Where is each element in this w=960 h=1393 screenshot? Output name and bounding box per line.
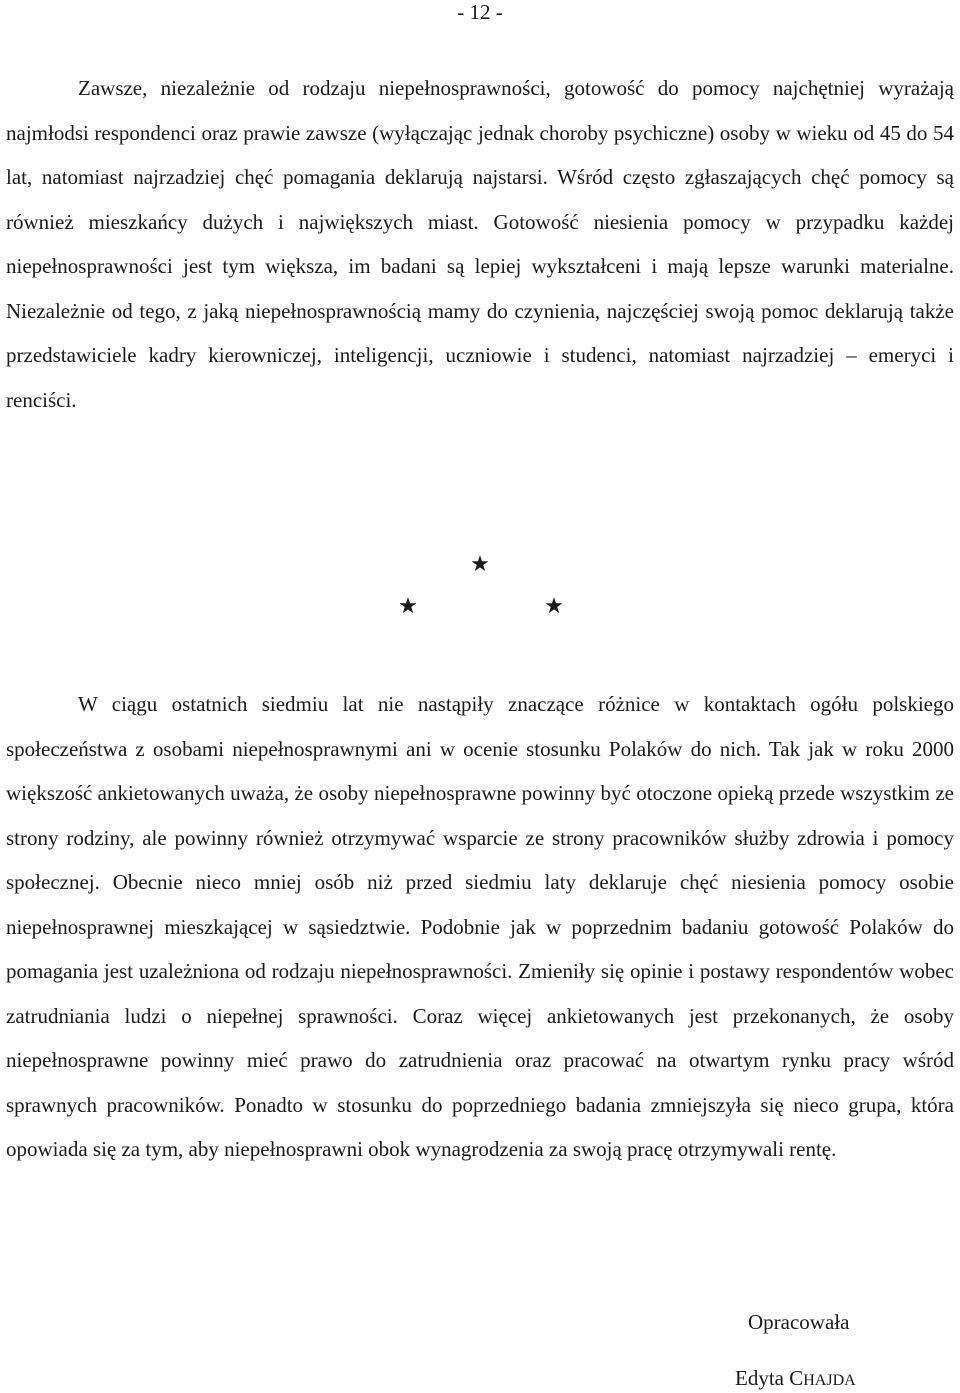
signature-surname-rest: HAJDA bbox=[803, 1372, 856, 1389]
signature-label: Opracowała bbox=[748, 1310, 850, 1334]
signature-surname-initial: C bbox=[789, 1366, 804, 1390]
star-icon: ★ bbox=[544, 593, 564, 618]
page-number: - 12 - bbox=[457, 0, 503, 24]
paragraph-1: Zawsze, niezależnie od rodzaju niepełnosprawności, gotowość do pomocy najchętniej wyrażają najmłodsi respondenci oraz prawie zawsze (wyłączając jednak choroby psychiczne) osoby w wieku od 45 do 54 lat, natomiast najrzadziej chęć pomagania deklarują najstarsi. Wśród często zgłaszających chęć pomocy są również mieszkańcy dużych i największych miast. Gotowość niesienia pomocy w przypadku każdej niepełnosprawności jest tym większa, im badani są lepiej wykształceni i mają lepsze warunki materialne. Niezależnie od tego, z jaką niepełnosprawnością mamy do czynienia, najczęściej swoją pomoc deklarują także przedstawiciele kadry kierowniczej, inteligencji, uczniowie i studenci, natomiast najrzadziej – emeryci i renciści. bbox=[6, 76, 954, 412]
star-icon: ★ bbox=[470, 551, 490, 576]
paragraph-2: W ciągu ostatnich siedmiu lat nie nastąpiły znaczące różnice w kontaktach ogółu polskiego społeczeństwa z osobami niepełnosprawnymi ani w ocenie stosunku Polaków do nich. Tak jak w roku 2000 większość ankietowanych uważa, że osoby niepełnosprawne powinny być otoczone opieką przede wszystkim ze strony rodziny, ale powinny również otrzymywać wsparcie ze strony pracowników służby zdrowia i pomocy społecznej. Obecnie nieco mniej osób niż przed siedmiu laty deklaruje chęć niesienia pomocy osobie niepełnosprawnej mieszkającej w sąsiedztwie. Podobnie jak w poprzednim badaniu gotowość Polaków do pomagania jest uzależniona od rodzaju niepełnosprawności. Zmieniły się opinie i postawy respondentów wobec zatrudniania ludzi o niepełnej sprawności. Coraz więcej ankietowanych jest przekonanych, że osoby niepełnosprawne powinny mieć prawo do zatrudnienia oraz pracować na otwartym rynku pracy wśród sprawnych pracowników. Ponadto w stosunku do poprzedniego badania zmniejszyła się nieco grupa, która opowiada się za tym, aby niepełnosprawni obok wynagrodzenia za swoją pracę otrzymywali rentę. bbox=[6, 692, 954, 1161]
signature-first-name: Edyta bbox=[735, 1366, 784, 1390]
signature-name bbox=[735, 1366, 856, 1393]
star-icon: ★ bbox=[398, 593, 418, 618]
